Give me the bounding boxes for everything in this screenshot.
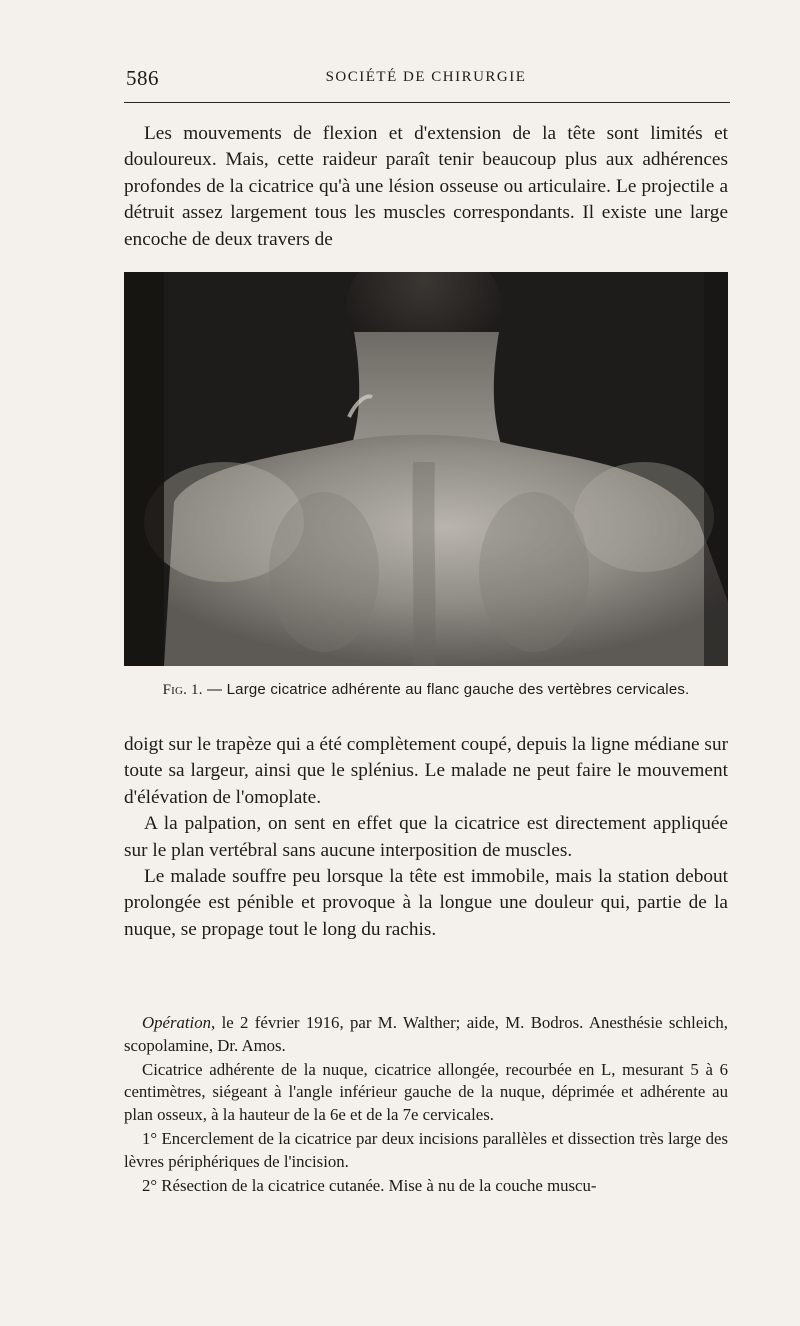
operation-intro bbox=[124, 1012, 728, 1058]
page-number: 586 bbox=[126, 66, 159, 90]
operation-paragraph: Cicatrice adhérente de la nuque, cicatrice allongée, recourbée en L, mesurant 5 à 6 centimètres, siégeant à l'angle inférieur gauche de la nuque, déprimée et adhérente au plan osseux, à la hauteur de la 6e et de la 7e cervicales. bbox=[124, 1059, 728, 1125]
operation-section bbox=[124, 1012, 728, 1198]
figure-photograph bbox=[124, 272, 728, 666]
paragraph: Le malade souffre peu lorsque la tête est immobile, mais la station debout prolongée est pénible et provoque à la longue une douleur qui, partie de la nuque, se propage tout le long du rachis. bbox=[124, 866, 728, 940]
photograph-back-of-patient bbox=[124, 272, 728, 666]
figure-caption-text: — Large cicatrice adhérente au flanc gauche des vertèbres cervicales. bbox=[202, 681, 690, 698]
operation-paragraph: 1° Encerclement de la cicatrice par deux incisions parallèles et dissection très large des lèvres périphériques de l'incision. bbox=[124, 1128, 728, 1171]
body-text-bottom bbox=[124, 732, 728, 943]
operation-title: Opération bbox=[142, 1013, 211, 1032]
running-head bbox=[124, 64, 728, 94]
operation-paragraph: 2° Résection de la cicatrice cutanée. Mise à nu de la couche muscu- bbox=[142, 1175, 597, 1195]
header-rule bbox=[124, 102, 730, 103]
paragraph: A la palpation, on sent en effet que la cicatrice est directement appliquée sur le plan vertébral sans aucune interposition de muscles. bbox=[124, 813, 728, 861]
paragraph: doigt sur le trapèze qui a été complètement coupé, depuis la ligne médiane sur toute sa largeur, ainsi que le splénius. Le malade ne peut faire le mouvement d'élévation de l'omoplate. bbox=[124, 734, 728, 808]
operation-intro-text: , le 2 février 1916, par M. Walther; aide, M. Bodros. Anesthésie schleich, scopolamine, Dr. Amos. bbox=[124, 1013, 728, 1055]
running-title: SOCIÉTÉ DE CHIRURGIE bbox=[325, 69, 527, 85]
figure-label: Fig. 1. bbox=[162, 682, 203, 698]
body-text-top bbox=[124, 121, 728, 253]
figure-caption bbox=[124, 680, 728, 700]
paragraph: Les mouvements de flexion et d'extension de la tête sont limités et douloureux. Mais, cette raideur paraît tenir beaucoup plus aux adhérences profondes de la cicatrice qu'à une lésion osseuse ou articulaire. Le projectile a détruit assez largement tous les muscles correspondants. Il existe une large encoche de deux travers de bbox=[124, 123, 728, 250]
